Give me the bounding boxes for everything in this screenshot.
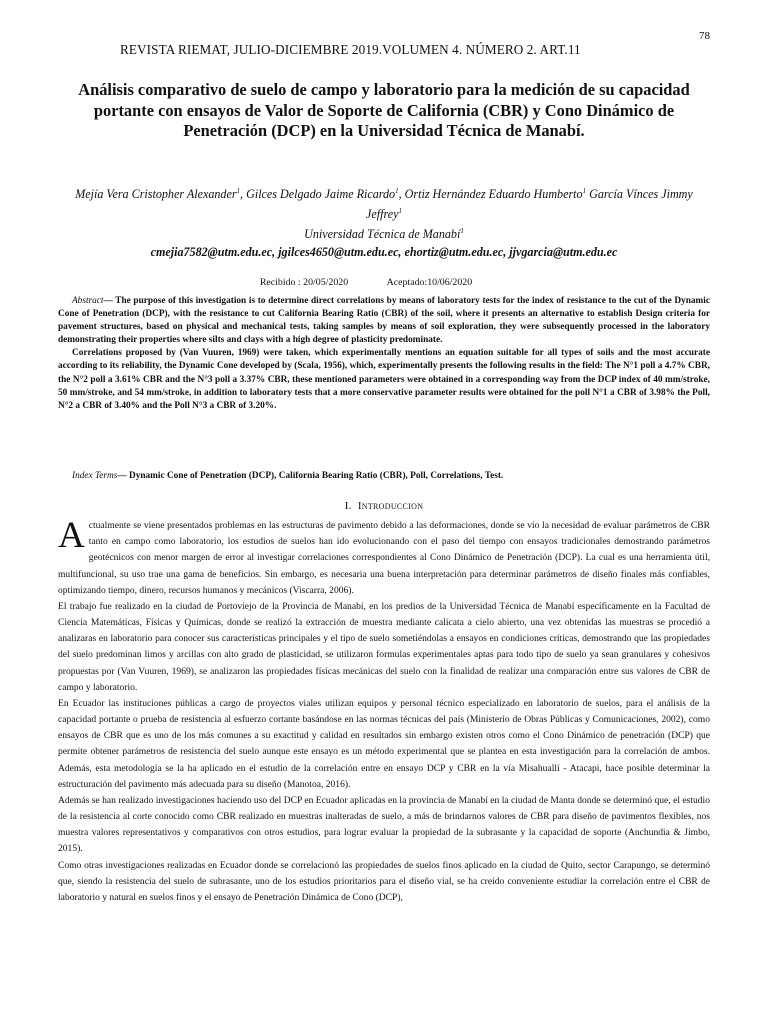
dates-line [60,277,708,288]
affiliation-mark: 1 [398,207,402,216]
affiliation-mark: 1 [395,187,399,195]
page-number: 78 [699,30,710,42]
section-title: Introduccion [357,500,424,512]
affiliation-mark: 1 [236,187,241,195]
body-paragraph: Además se han realizado investigaciones haciendo uso del DCP en Ecuador aplicadas en la provincia de Manabí en la ciudad de Manta donde se determinó que, el estudio de la resistencia al corte conocido como CBR realizado en muestras inalteradas de suelo, a más de brindarnos valores de CBR para diseño de pavimentos flexibles, nos muestra valores representativos y comparativos con otros estudios, para lograr evaluar la propiedad de la subrasante y la capacidad de soporte (Anchundia & Jimbo, 2015). [58,794,710,855]
abstract-label: Abstract [72,296,104,306]
journal-header: REVISTA RIEMAT, JULIO-DICIEMBRE 2019.VOLUMEN 4. NÚMERO 2. ART.11 [120,42,581,57]
author-name: Ortiz Hernández Eduardo Humberto [404,187,583,202]
drop-cap: A [58,515,85,556]
accepted-date: Aceptado:10/06/2020 [386,277,473,288]
author-name: García Vínces Jimmy Jeffrey [366,187,693,222]
author-name: Mejía Vera Cristopher Alexander [75,187,237,202]
section-heading [0,500,768,512]
author-name: Gilces Delgado Jaime Ricardo [246,187,396,202]
author-emails[interactable]: cmejia7582@utm.edu.ec, jgilces4650@utm.edu.ec, ehortiz@utm.edu.ec, jjvgarcia@utm.edu.ec [150,244,618,259]
affiliation-mark: 1 [582,187,587,195]
paper-title: Análisis comparativo de suelo de campo y laboratorio para la medición de su capacidad portante con ensayos de Valor de Soporte de California (CBR) y Cono Dinámico de Penetración (DCP) en la Universidad Técnica de Manabí. [78,80,690,140]
body-paragraph: Actualmente se viene presentados problemas en las estructuras de pavimento debido a las deformaciones, donde se vio la necesidad de evaluar parámetros de CBR tanto en campo como laboratorio, los estudios de suelos han ido evolucionando con el paso del tiempo con ensayos tradicionales demostrando parámetros geotécnicos con menor margen de error al investigar correlaciones correspondientes al Cono Dinámico de Penetración (DCP). La cual es una herramienta útil, multifuncional, su uso trae una gama de beneficios. Sin embargo, es necesaria una buena interpretación para determinar parámetros de diseño finales más confiables, optimizando tiempo, dinero, recursos humanos y mecánicos (Viscarra, 2006). [58,515,710,596]
index-terms-label: Index Terms [72,471,118,481]
abstract-paragraph: Correlations proposed by (Van Vuuren, 1969) were taken, which experimentally mentions an equation suitable for all types of soils and the most accurate according to its reliability, the Dynamic Cone developed by (Scala, 1956), which, experimentally presents the following results in the field: The N°1 poll a 4.7% CBR, the N°2 poll a 3.61% CBR and the N°3 poll a 3.37% CBR, these mentioned parameters were obtained in a corresponding way from the DCP index of 40 mm/stroke, 50 mm/stroke, and 54 mm/stroke, in addition to laboratory tests that a more conservative parameter results were obtained for the poll N°1 a CBR of 3.98% the Poll, N°2 a CBR of 3.40% and the Poll N°3 a CBR of 3.20%. [58,348,710,411]
affiliation: Universidad Técnica de Manabí$^1$ [304,227,464,242]
body-paragraph: En Ecuador las instituciones públicas a cargo de proyectos viales utilizan equipos y personal técnico especializado en laboratorio de suelos, para el análisis de la capacidad portante o prueba de resistencia al esfuerzo cortante basándose en las normas técnicas del país (Ministerio de Obras Públicas y Comunicaciones, 2002), como ensayos de CBR que es uno de los más comunes a su exactitud y calidad en resultados sin embargo existen otros como el Cono Dinámico de penetración (DCP) que permite obtener parámetros de resistencia del suelo aunque este ensayo es un método experimental que se plantea en esta investigación para la correlación de ambos. Además, esta metodología se la ha aplicado en el estudio de la correlación entre en ensayo DCP y CBR en la vía Misahuallí - Atacapi, hace posible determinar la estructuración del pavimento más adecuada para su diseño (Manotoa, 2016). [58,697,710,790]
body-text [58,515,710,906]
affiliation-mark: 1 [460,227,464,236]
body-paragraph: El trabajo fue realizado en la ciudad de Portoviejo de la Provincia de Manabí, en los predios de la Universidad Técnica de Manabí específicamente en la Facultad de Ciencia Matemáticas, Físicas y Químicas, donde se realizó la extracción de muestra mediante calicata a cielo abierto, una vez obtenidas las muestras se procedió a analizaras en laboratorio para conocer sus características principales y el tipo de suelo sometiéndolas a ensayos en condiciones críticas, demostrando que las propiedades del suelo predominan limos y arcillas con alto grado de plasticidad, se utilizaron formulas experimentales aptas para todo tipo de suelo ya sean granulares y cohesivos propuestas por (Van Vuuren, 1969), se analizaron las propiedades físicas mecánicas del suelo con la finalidad de realizar una comparación entre sus valores de CBR de campo y laboratorio. [58,600,710,693]
index-terms: Index Terms— Dynamic Cone of Penetration (DCP), California Bearing Ratio (CBR), Poll, Correlations, Test. [72,471,504,481]
received-date: Recibido : 20/05/2020 [259,277,349,288]
author-line-1: Mejía Vera Cristopher Alexander$^1$, Gilces Delgado Jaime Ricardo$^1$, Ortiz Hernández Eduardo Humberto$^1$ García Vínces Jimmy Jeffrey$^1$ [75,187,693,222]
abstract-paragraph: Abstract— The purpose of this investigation is to determine direct correlations by means of laboratory tests for the index of resistance to the cut of the Dynamic Cone of Penetration (DCP), with the resistance to cut California Bearing Ratio (CBR) of the soil, where it presents an alternative to establish Design criteria for pavement structures, based on physical and mechanical tests, taking samples by means of soil exploration, they were subsequently processed in the laboratory demonstrating their properties where silts and clays with a high degree of plasticity predominate. [58,296,710,346]
author-block [60,183,708,261]
abstract [58,295,710,413]
section-numeral: I. [344,500,352,512]
body-paragraph: Como otras investigaciones realizadas en Ecuador donde se correlacionó las propiedades de suelos finos aplicado en la ciudad de Quito, sector Carapungo, se determinó que, siendo la resistencia del suelo de subrasante, uno de los estudios prioritarios para el diseño vial, se ha creído conveniente estudiar la correlación entre el CBR de laboratorio y natural en suelos finos y el ensayo de Penetración Dinámica de Cono (DCP), [58,859,710,903]
